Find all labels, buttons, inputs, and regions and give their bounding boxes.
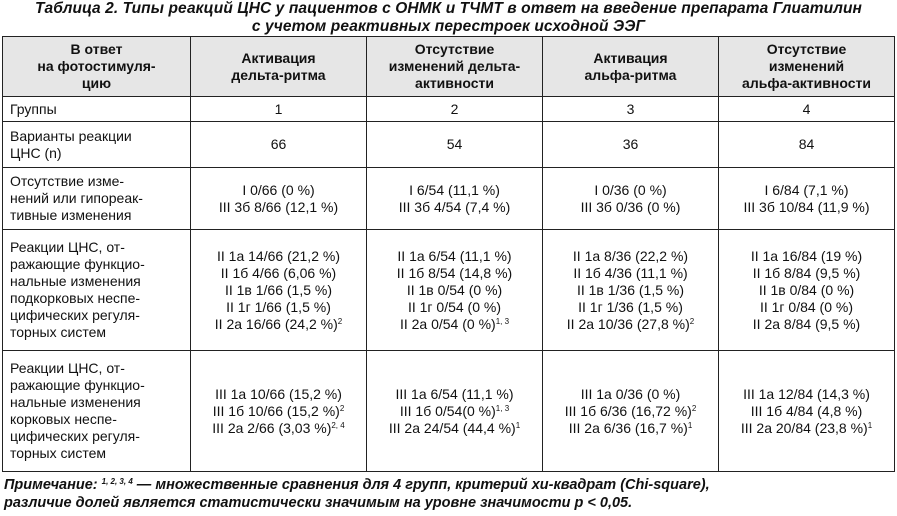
table-cell: 2 bbox=[367, 97, 543, 122]
row-label: Реакции ЦНС, от- ражающие функцио- нальные изменения корковых неспе- цифических регуля- торных систем bbox=[3, 351, 191, 472]
table-cell: I 6/84 (7,1 %) III 3б 10/84 (11,9 %) bbox=[719, 168, 895, 230]
table-row bbox=[3, 97, 895, 122]
table-cell: III 1а 6/54 (11,1 %) III 1б 0/54(0 %)$^{1, 3}$ III 2а 24/54 (44,4 %)$^1$ bbox=[367, 351, 543, 472]
row-label: Группы bbox=[3, 97, 191, 122]
note-prefix: Примечание: bbox=[4, 477, 102, 493]
footnote-marker: 1 bbox=[515, 420, 521, 430]
header-row bbox=[3, 37, 895, 97]
table-row bbox=[3, 230, 895, 351]
header-cell: В ответ на фотостимуля- цию bbox=[3, 37, 191, 97]
table-title bbox=[0, 0, 897, 36]
header-cell: Активация дельта-ритма bbox=[191, 37, 367, 97]
table-row bbox=[3, 122, 895, 168]
table-cell: I 0/36 (0 %) III 3б 0/36 (0 %) bbox=[543, 168, 719, 230]
footnote-marker: 1, 3 bbox=[495, 403, 510, 413]
table-cell: I 6/54 (11,1 %) III 3б 4/54 (7,4 %) bbox=[367, 168, 543, 230]
table-cell: II 1а 14/66 (21,2 %) II 1б 4/66 (6,06 %) II 1в 1/66 (1,5 %) II 1г 1/66 (1,5 %) II 2а 16/66 (24,2 %)$^2$ bbox=[191, 230, 367, 351]
footnote-marker: 2 bbox=[689, 316, 695, 326]
footnote-marker: 2, 4 bbox=[331, 420, 345, 430]
row-label: Отсутствие изме- нений или гипореак- тивные изменения bbox=[3, 168, 191, 230]
table-cell: III 1а 10/66 (15,2 %) III 1б 10/66 (15,2 %)$^2$ III 2а 2/66 (3,03 %)$^{2, 4}$ bbox=[191, 351, 367, 472]
reaction-types-table bbox=[2, 36, 895, 472]
table-cell: III 1а 12/84 (14,3 %) III 1б 4/84 (4,8 %) III 2а 20/84 (23,8 %)$^1$ bbox=[719, 351, 895, 472]
table-cell: III 1а 0/36 (0 %) III 1б 6/36 (16,72 %)$^2$ III 2а 6/36 (16,7 %)$^1$ bbox=[543, 351, 719, 472]
row-label: Варианты реакции ЦНС (n) bbox=[3, 122, 191, 168]
table-cell: 84 bbox=[719, 122, 895, 168]
table-cell: 36 bbox=[543, 122, 719, 168]
footnote-marker: 1 bbox=[867, 420, 873, 430]
footnote-marker: 2 bbox=[339, 403, 345, 413]
title-line-1: Таблица 2. Типы реакций ЦНС у пациентов с ОНМК и ТЧМТ в ответ на введение препарата Глиатилин bbox=[34, 0, 863, 17]
title-line-2: с учетом реактивных перестроек исходной ЭЭГ bbox=[251, 18, 646, 35]
note-footnote-markers: 1, 2, 3, 4 bbox=[101, 477, 133, 486]
footnote-marker: 2 bbox=[691, 403, 697, 413]
table-cell: 66 bbox=[191, 122, 367, 168]
row-label: Реакции ЦНС, от- ражающие функцио- нальные изменения подкорковых неспе- цифических регуля- торных систем bbox=[3, 230, 191, 351]
footnote-marker: 2 bbox=[337, 316, 343, 326]
table-row bbox=[3, 168, 895, 230]
header-cell: Отсутствие изменений дельта- активности bbox=[367, 37, 543, 97]
header-cell: Активация альфа-ритма bbox=[543, 37, 719, 97]
footnote-marker: 1 bbox=[687, 420, 693, 430]
header-cell: Отсутствие изменений альфа-активности bbox=[719, 37, 895, 97]
table-cell: 4 bbox=[719, 97, 895, 122]
table-cell: 1 bbox=[191, 97, 367, 122]
note-text-line-2: различие долей является статистически значимым на уровне значимости p < 0,05. bbox=[4, 495, 633, 511]
note-text-line-1: — множественные сравнения для 4 групп, критерий хи-квадрат (Chi-square), bbox=[132, 477, 710, 493]
table-cell: II 1а 8/36 (22,2 %) II 1б 4/36 (11,1 %) II 1в 1/36 (1,5 %) II 1г 1/36 (1,5 %) II 2а 10/36 (27,8 %)$^2$ bbox=[543, 230, 719, 351]
table-row bbox=[3, 351, 895, 472]
table-cell: I 0/66 (0 %) III 3б 8/66 (12,1 %) bbox=[191, 168, 367, 230]
table-cell: II 1а 16/84 (19 %) II 1б 8/84 (9,5 %) II 1в 0/84 (0 %) II 1г 0/84 (0 %) II 2а 8/84 (9,5 %) bbox=[719, 230, 895, 351]
table-note bbox=[4, 476, 897, 512]
table-cell: 54 bbox=[367, 122, 543, 168]
footnote-marker: 1, 3 bbox=[495, 316, 510, 326]
table-cell: 3 bbox=[543, 97, 719, 122]
table-cell: II 1а 6/54 (11,1 %) II 1б 8/54 (14,8 %) II 1в 0/54 (0 %) II 1г 0/54 (0 %) II 2а 0/54 (0 %)$^{1, 3}$ bbox=[367, 230, 543, 351]
